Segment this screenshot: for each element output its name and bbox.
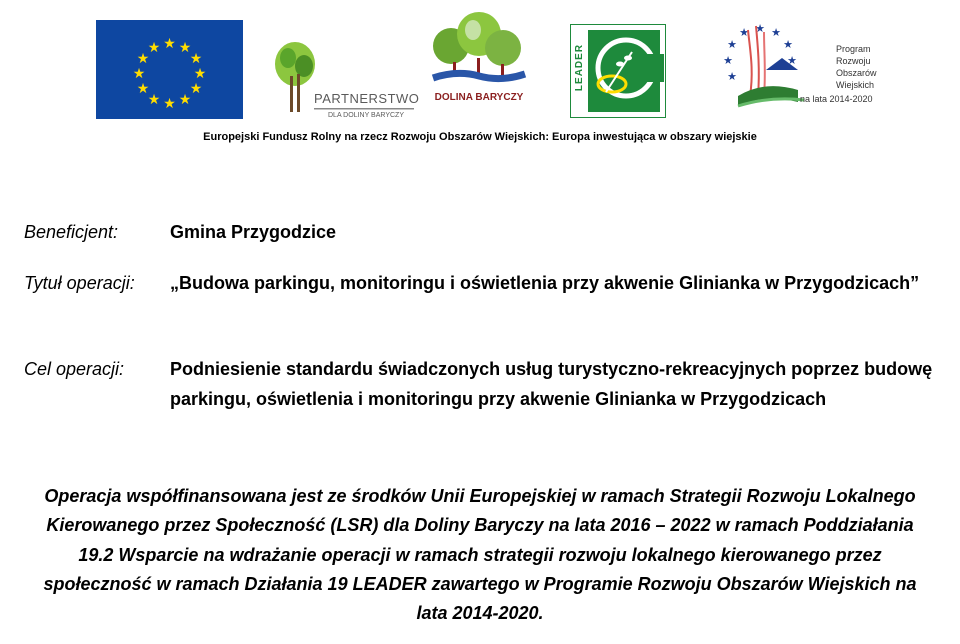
svg-text:★: ★: [727, 38, 737, 51]
svg-text:★: ★: [723, 54, 733, 67]
beneficjent-value: Gmina Przygodzice: [170, 222, 337, 242]
eu-stars-icon: [96, 20, 243, 119]
svg-text:★: ★: [755, 22, 765, 35]
svg-text:★: ★: [771, 26, 781, 39]
cel-label: Cel operacji:: [24, 359, 125, 379]
svg-text:★: ★: [727, 70, 737, 83]
svg-text:★: ★: [739, 26, 749, 39]
dolina-baryczy-logo: [427, 10, 531, 110]
partnerstwo-title: PARTNERSTWO: [314, 91, 420, 106]
prow-program: Program: [836, 44, 871, 54]
partnerstwo-tree-icon: [270, 36, 416, 124]
dolina-title: DOLINA BARYCZY: [434, 92, 524, 103]
svg-text:★: ★: [189, 81, 203, 97]
svg-text:★: ★: [132, 66, 146, 82]
tytul-value: „Budowa parkingu, monitoringu i oświetlenia przy akwenie Glinianka w Przygodzicach”: [170, 273, 920, 293]
svg-text:★: ★: [787, 54, 797, 67]
prow-rozwoju: Rozwoju: [836, 56, 871, 66]
svg-text:★: ★: [136, 81, 150, 97]
prow-logo: [714, 10, 884, 110]
prow-obszarow: Obszarów: [836, 68, 877, 78]
svg-text:★: ★: [147, 92, 161, 108]
svg-text:★: ★: [783, 38, 793, 51]
svg-text:★: ★: [136, 51, 150, 67]
svg-text:★: ★: [178, 92, 192, 108]
eu-flag-logo: [96, 20, 243, 119]
prow-years: na lata 2014-2020: [800, 94, 873, 104]
cofinancing-statement: Operacja współfinansowana jest ze środków Unii Europejskiej w ramach Strategii Rozwoju Lokalnego Kierowanego przez Społeczność (LSR) dla Doliny Baryczy na lata 2016 – 2022 w ramach Poddziałania 19.2 Wsparcie na wdrażanie operacji w ramach strategii rozwoju lokalnego kierowanego przez społeczność w ramach Działania 19 LEADER zawartego w Programie Rozwoju Obszarów Wiejskich na lata 2014-2020.: [43, 486, 917, 624]
partnerstwo-logo: [270, 36, 420, 124]
svg-text:★: ★: [163, 36, 176, 52]
funding-caption: Europejski Fundusz Rolny na rzecz Rozwoju Obszarów Wiejskich: Europa inwestująca w obszary wiejskie: [203, 131, 757, 143]
beneficjent-label: Beneficjent:: [24, 222, 119, 242]
leader-title: LEADER: [574, 43, 586, 92]
svg-text:★: ★: [163, 96, 176, 112]
cel-value: Podniesienie standardu świadczonych usług turystyczno-rekreacyjnych poprzez budowę parkingu, oświetlenia i monitoringu przy akwenie Glinianka w Przygodzicach: [170, 359, 933, 409]
svg-text:★: ★: [178, 40, 192, 56]
svg-text:★: ★: [193, 66, 207, 82]
leader-logo: [570, 24, 666, 118]
tytul-label: Tytuł operacji:: [24, 273, 135, 293]
svg-text:★: ★: [147, 40, 161, 56]
partnerstwo-subtitle: DLA DOLINY BARYCZY: [328, 112, 404, 119]
svg-text:★: ★: [189, 51, 203, 67]
prow-wiejskich: Wiejskich: [836, 80, 875, 90]
